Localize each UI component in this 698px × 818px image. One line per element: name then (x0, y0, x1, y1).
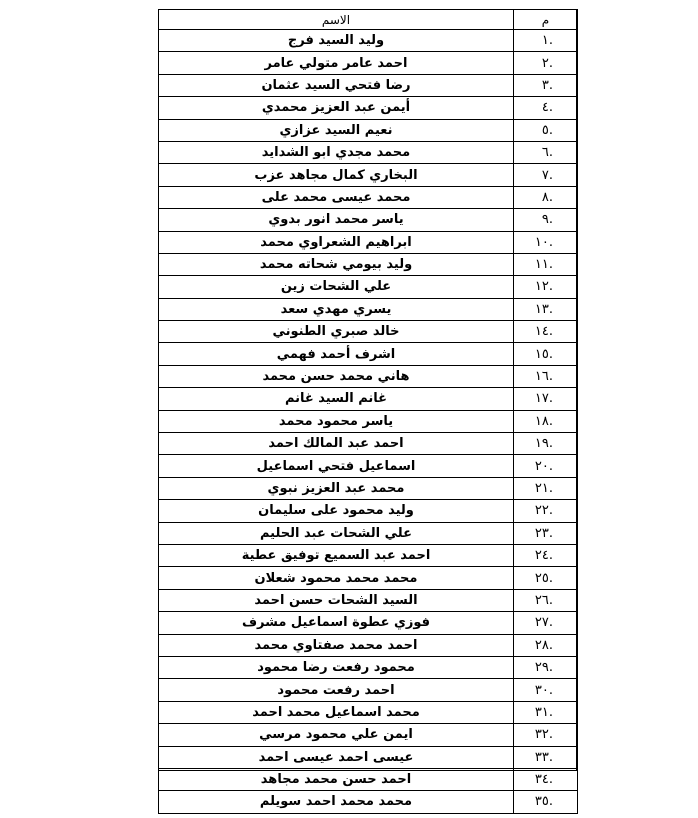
row-name: أيمن عبد العزيز محمدي (159, 97, 514, 119)
row-number: .١٣ (514, 298, 578, 320)
table-row (159, 746, 578, 768)
table-row (159, 679, 578, 701)
table-row (159, 410, 578, 432)
row-name: علي الشحات زين (159, 276, 514, 298)
row-number: .١٧ (514, 388, 578, 410)
row-number: .٥ (514, 119, 578, 141)
row-name: محمد اسماعيل محمد احمد (159, 701, 514, 723)
row-number: .٢٤ (514, 544, 578, 566)
row-name: احمد عامر متولي عامر (159, 52, 514, 74)
table-row (159, 544, 578, 566)
row-name: محمد عيسى محمد على (159, 186, 514, 208)
row-number: .٣ (514, 74, 578, 96)
row-number: .٢١ (514, 477, 578, 499)
names-table-container (158, 9, 577, 814)
table-row (159, 343, 578, 365)
table-row (159, 522, 578, 544)
names-table (158, 9, 578, 814)
row-number: .٤ (514, 97, 578, 119)
table-row (159, 119, 578, 141)
row-number: .٣٢ (514, 724, 578, 746)
table-row (159, 30, 578, 52)
table-row (159, 253, 578, 275)
row-name: احمد عبد المالك احمد (159, 433, 514, 455)
row-name: محمد محمد احمد سويلم (159, 791, 514, 813)
row-number: .١٨ (514, 410, 578, 432)
row-number: .١٠ (514, 231, 578, 253)
row-name: غانم السيد غانم (159, 388, 514, 410)
table-row (159, 365, 578, 387)
table-row (159, 634, 578, 656)
table-row (159, 141, 578, 163)
name-column-header: الاسم (159, 10, 514, 30)
table-row (159, 612, 578, 634)
row-name: محمد عبد العزيز نبوي (159, 477, 514, 499)
row-name: نعيم السيد عزازي (159, 119, 514, 141)
row-number: .٣١ (514, 701, 578, 723)
row-name: يسري مهدي سعد (159, 298, 514, 320)
row-number: .٧ (514, 164, 578, 186)
table-row (159, 433, 578, 455)
row-name: البخاري كمال مجاهد عزب (159, 164, 514, 186)
table-row (159, 701, 578, 723)
row-number: .١٦ (514, 365, 578, 387)
table-row (159, 97, 578, 119)
row-number: .٢٦ (514, 589, 578, 611)
row-name: ياسر محمود محمد (159, 410, 514, 432)
row-number: .٨ (514, 186, 578, 208)
row-number: .٣٤ (514, 768, 578, 790)
row-number: .٦ (514, 141, 578, 163)
table-row (159, 589, 578, 611)
row-name: عيسى احمد عيسى احمد (159, 746, 514, 768)
row-name: محمد محمد محمود شعلان (159, 567, 514, 589)
row-number: .٩ (514, 209, 578, 231)
row-number: .٣٥ (514, 791, 578, 813)
row-name: علي الشحات عبد الحليم (159, 522, 514, 544)
row-name: احمد حسن محمد مجاهد (159, 768, 514, 790)
row-name: هاني محمد حسن محمد (159, 365, 514, 387)
table-row (159, 298, 578, 320)
row-name: السيد الشحات حسن احمد (159, 589, 514, 611)
table-row (159, 477, 578, 499)
row-name: ابراهيم الشعراوي محمد (159, 231, 514, 253)
row-name: وليد بيومي شحاته محمد (159, 253, 514, 275)
row-name: وليد محمود على سليمان (159, 500, 514, 522)
row-name: اسماعيل فتحي اسماعيل (159, 455, 514, 477)
table-row (159, 455, 578, 477)
row-number: .٢٠ (514, 455, 578, 477)
row-name: احمد رفعت محمود (159, 679, 514, 701)
number-column-header: م (514, 10, 578, 30)
table-row (159, 209, 578, 231)
row-number: .١٥ (514, 343, 578, 365)
row-name: ايمن علي محمود مرسي (159, 724, 514, 746)
row-number: .٢٧ (514, 612, 578, 634)
row-name: خالد صبري الطنوني (159, 321, 514, 343)
table-row (159, 388, 578, 410)
table-row (159, 768, 578, 790)
row-number: .٣٣ (514, 746, 578, 768)
row-number: .١٢ (514, 276, 578, 298)
table-row (159, 164, 578, 186)
table-row (159, 791, 578, 813)
row-name: احمد عبد السميع توفيق عطية (159, 544, 514, 566)
table-row (159, 276, 578, 298)
table-row (159, 724, 578, 746)
table-header-row (159, 10, 578, 30)
row-name: محمود رفعت رضا محمود (159, 656, 514, 678)
row-number: .١ (514, 30, 578, 52)
row-name: وليد السيد فرج (159, 30, 514, 52)
row-number: .١٩ (514, 433, 578, 455)
row-number: .٢٥ (514, 567, 578, 589)
row-name: رضا فتحي السيد عثمان (159, 74, 514, 96)
table-row (159, 52, 578, 74)
row-name: محمد مجدي ابو الشدايد (159, 141, 514, 163)
row-number: .١٤ (514, 321, 578, 343)
table-body (159, 30, 578, 814)
row-number: .٢٣ (514, 522, 578, 544)
row-number: .٣٠ (514, 679, 578, 701)
table-row (159, 500, 578, 522)
row-number: .٢٩ (514, 656, 578, 678)
row-number: .٢ (514, 52, 578, 74)
row-name: اشرف أحمد فهمي (159, 343, 514, 365)
row-name: ياسر محمد انور بدوي (159, 209, 514, 231)
table-row (159, 74, 578, 96)
row-number: .١١ (514, 253, 578, 275)
table-row (159, 656, 578, 678)
row-number: .٢٢ (514, 500, 578, 522)
row-name: فوزي عطوة اسماعيل مشرف (159, 612, 514, 634)
row-name: احمد محمد صفتاوي محمد (159, 634, 514, 656)
table-row (159, 321, 578, 343)
table-row (159, 567, 578, 589)
row-number: .٢٨ (514, 634, 578, 656)
table-row (159, 231, 578, 253)
table-row (159, 186, 578, 208)
